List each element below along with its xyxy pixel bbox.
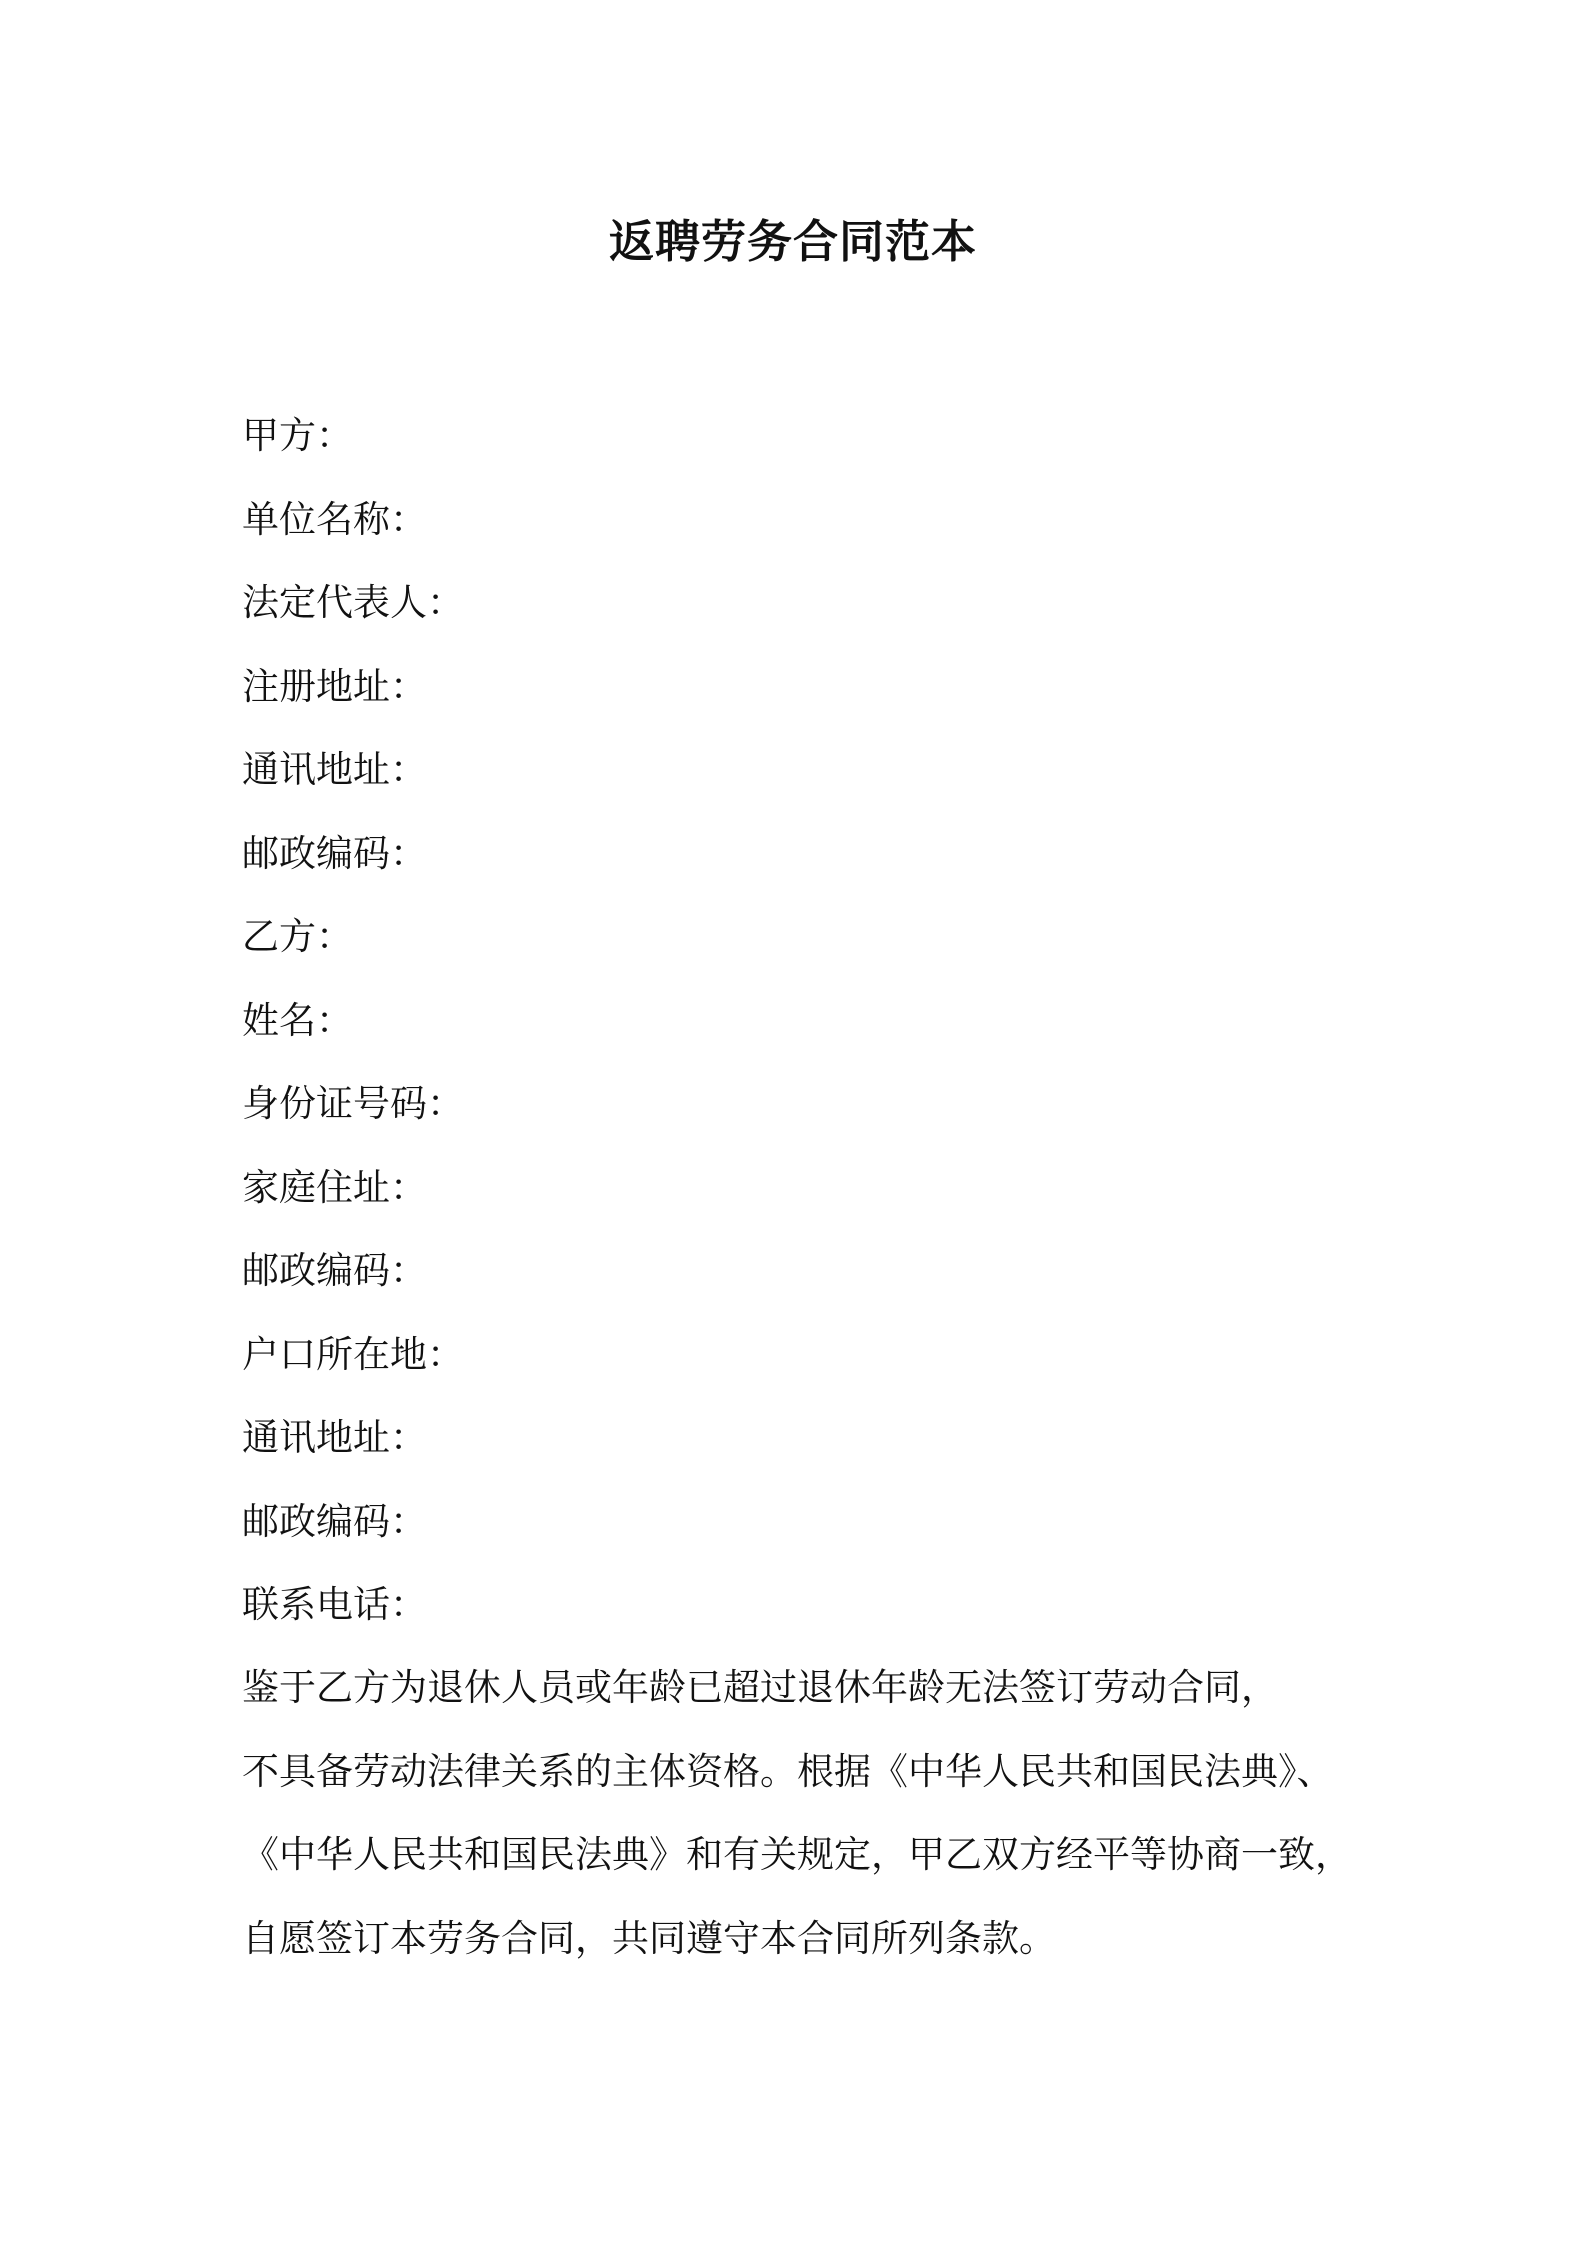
field-postal-code-b1: 邮政编码：	[242, 1249, 427, 1292]
field-registered-address: 注册地址：	[242, 664, 427, 708]
field-mailing-address-b: 通讯地址：	[242, 1416, 427, 1459]
party-info-fields	[242, 408, 1392, 1661]
field-mailing-address-a: 通讯地址：	[242, 748, 427, 791]
paragraph-line: 自愿签订本劳务合同，共同遵守本合同所列条款。	[242, 1916, 1056, 1960]
field-name: 姓名：	[242, 998, 353, 1042]
field-id-number: 身份证号码：	[242, 1082, 464, 1125]
field-company-name: 单位名称：	[242, 497, 427, 541]
preamble-paragraph	[242, 1660, 1442, 1994]
document-title: 返聘劳务合同范本	[608, 215, 977, 268]
paragraph-line: 不具备劳动法律关系的主体资格。根据《中华人民共和国民法典》、	[242, 1749, 1334, 1793]
field-phone: 联系电话：	[242, 1583, 427, 1626]
field-postal-code-a: 邮政编码：	[242, 831, 427, 875]
paragraph-line: 《中华人民共和国民法典》和有关规定，甲乙双方经平等协商一致，	[242, 1833, 1352, 1876]
field-home-address: 家庭住址：	[242, 1165, 427, 1209]
field-legal-representative: 法定代表人：	[242, 581, 464, 624]
field-postal-code-b2: 邮政编码：	[242, 1499, 427, 1543]
field-household-registration: 户口所在地：	[242, 1332, 464, 1376]
field-party-a: 甲方：	[242, 414, 353, 457]
paragraph-line: 鉴于乙方为退休人员或年龄已超过退休年龄无法签订劳动合同，	[242, 1666, 1278, 1709]
field-party-b: 乙方：	[242, 915, 353, 958]
